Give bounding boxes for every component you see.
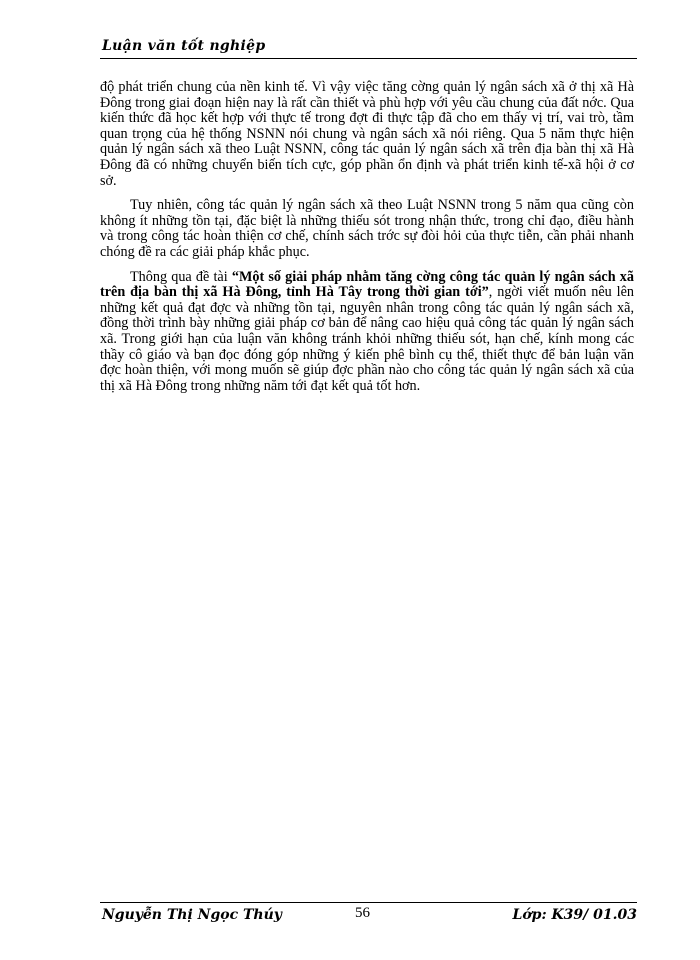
document-body xyxy=(100,80,634,403)
paragraph-3-intro: Thông qua đề tài xyxy=(130,268,232,285)
paragraph-3-rest: , ngời viết muốn nêu lên những kết quả đạt đợc và những tồn tại, nguyên nhân trong công tác quản lý ngân sách xã, đồng thời trình bày những giải pháp cơ bản để nâng cao hiệu quả công tác quản lý ngân sách xã. Trong giới hạn của luận văn không tránh khỏi những thiếu sót, hạn chế, kính mong các thầy cô giáo và bạn đọc đóng góp những ý kiến phê bình cụ thể, thiết thực để bản luận văn đợc hoàn thiện, với mong muốn sẽ giúp đợc phần nào cho công tác quản lý ngân sách xã của thị xã Hà Đông trong những năm tới đạt kết quả tốt hơn. xyxy=(100,284,634,394)
paragraph-3 xyxy=(100,270,634,395)
paragraph-1: độ phát triển chung của nền kinh tế. Vì vậy việc tăng cờng quản lý ngân sách xã ở thị xã Hà Đông trong giai đoạn hiện nay là rất cần thiết và phù hợp với yêu cầu chung của đất nớc. Qua kiến thức đã học kết hợp với thực tế trong đợt đi thực tập đã cho em thấy vị trí, vai trò, tầm quan trọng của hệ thống NSNN nói chung và ngân sách xã nói riêng. Qua 5 năm thực hiện quản lý ngân sách xã theo Luật NSNN, công tác quản lý ngân sách xã trên địa bàn thị xã Hà Đông đã có những chuyển biến tích cực, góp phần ổn định và phát triển kinh tế-xã hội ở cơ sở. xyxy=(100,79,634,189)
footer-class-label: Lớp: K39/ 01.03 xyxy=(512,907,637,923)
page-footer xyxy=(100,902,637,927)
page-number: 56 xyxy=(355,905,370,921)
thesis-topic-title: “Một số giải pháp nhằm tăng cờng công tác quản lý ngân sách xã trên địa bàn thị xã Hà Đông, tỉnh Hà Tây trong thời gian tới” xyxy=(100,268,634,301)
page-header xyxy=(100,38,637,59)
footer-author: Nguyễn Thị Ngọc Thúy xyxy=(102,907,282,923)
paragraph-2: Tuy nhiên, công tác quản lý ngân sách xã theo Luật NSNN trong 5 năm qua cũng còn không ít những tồn tại, đặc biệt là những thiếu sót trong nhận thức, trong chỉ đạo, điều hành và trong công tác hoàn thiện cơ chế, chính sách trớc sự đòi hỏi của thực tiễn, cần phải nhanh chóng đề ra các giải pháp khắc phục. xyxy=(100,197,634,260)
header-title: Luận văn tốt nghiệp xyxy=(102,38,266,54)
